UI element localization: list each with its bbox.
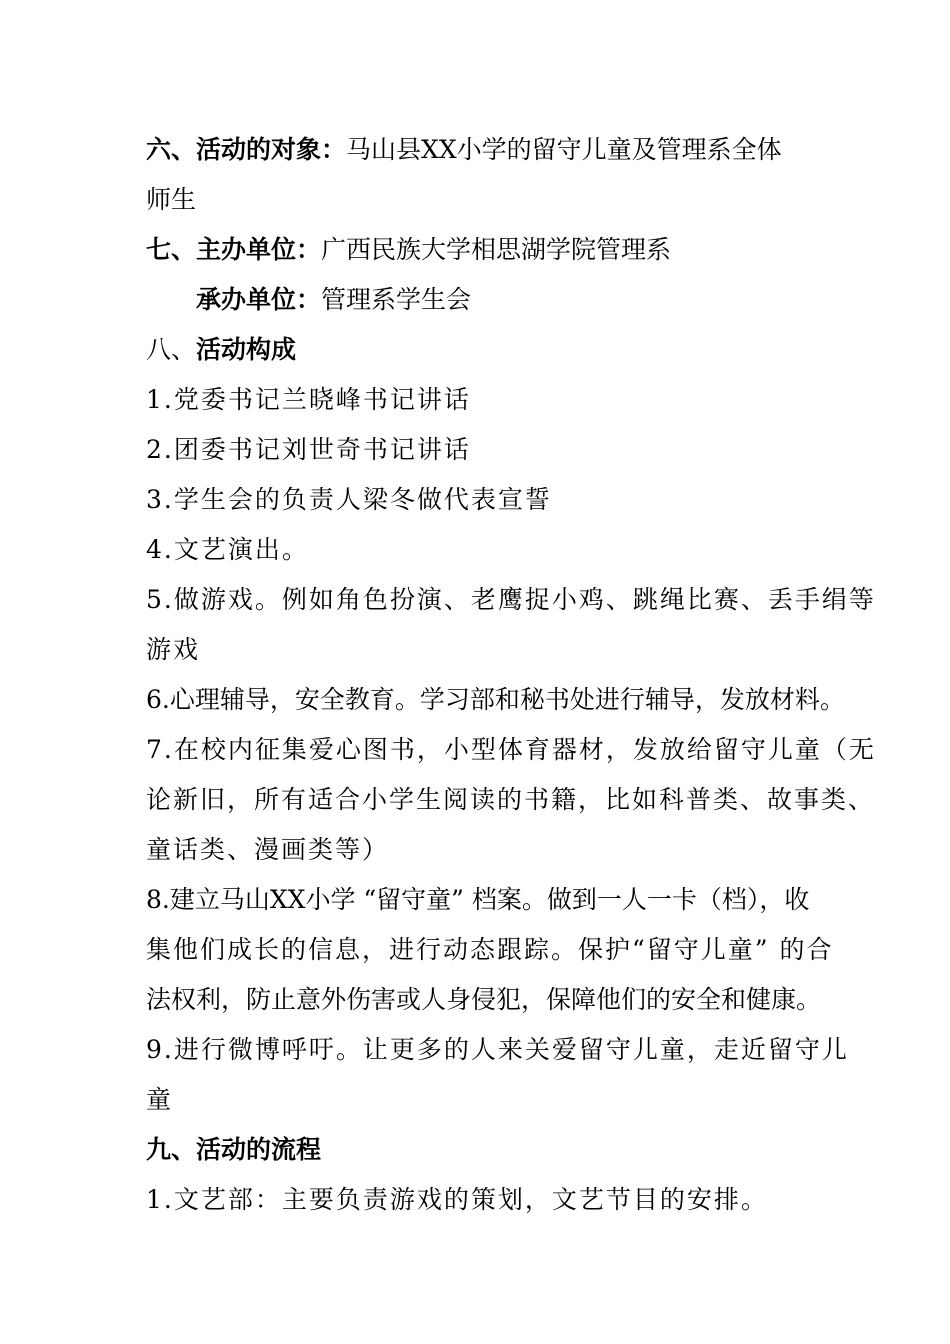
- section6-line2: 师生: [146, 185, 197, 214]
- section7-text: 广西民族大学相思湖学院管理系: [321, 235, 672, 264]
- section8-item: 4.文艺演出。: [146, 535, 309, 564]
- section8-item: 法权利，防止意外伤害或人身侵犯，保障他们的安全和健康。: [146, 985, 822, 1014]
- section8-item: 游戏: [146, 635, 201, 664]
- section7-line: [146, 234, 671, 266]
- section8-heading: 活动构成: [196, 335, 297, 364]
- section8-item: 童: [146, 1085, 174, 1114]
- section8-item: 7.在校内征集爱心图书，小型体育器材，发放给留守儿童（无: [146, 735, 876, 764]
- section9-item: 1.文艺部：主要负责游戏的策划，文艺节目的安排。: [146, 1185, 768, 1214]
- section8-heading-prefix: 八、: [146, 335, 197, 364]
- section8-item: 5.做游戏。例如角色扮演、老鹰捉小鸡、跳绳比赛、丢手绢等: [146, 585, 876, 614]
- section8-item: 6.心理辅导，安全教育。学习部和秘书处进行辅导，发放材料。: [146, 685, 845, 714]
- section7-heading: 七、主办单位：: [146, 235, 322, 264]
- section8-item: 集他们成长的信息，进行动态跟踪。保护“留守儿童” 的合: [146, 935, 834, 964]
- section6-text: 马山县XX小学的留守儿童及管理系全体: [346, 135, 782, 164]
- section8-heading-line: [146, 334, 296, 366]
- section8-item: 论新旧，所有适合小学生阅读的书籍，比如科普类、故事类、: [146, 785, 876, 814]
- section9-heading: 九、活动的流程: [146, 1135, 322, 1164]
- section6-line1: [146, 134, 782, 166]
- section8-item: 8.建立马山XX小学 “留守童” 档案。做到一人一卡（档），收: [146, 885, 810, 914]
- section8-item: 2.团委书记刘世奇书记讲话: [146, 435, 471, 464]
- section8-item: 9.进行微博呼吁。让更多的人来关爱留守儿童，走近留守儿: [146, 1035, 849, 1064]
- section8-item: 1.党委书记兰晓峰书记讲话: [146, 385, 471, 414]
- section7-sub-text: 管理系学生会: [321, 285, 472, 314]
- section8-item: 3.学生会的负责人梁冬做代表宣誓: [146, 485, 552, 514]
- section7-sub-heading: 承办单位：: [196, 285, 322, 314]
- section8-item: 童话类、漫画类等）: [146, 835, 390, 864]
- section6-heading: 六、活动的对象：: [146, 135, 347, 164]
- section7-sub-line: [196, 284, 471, 316]
